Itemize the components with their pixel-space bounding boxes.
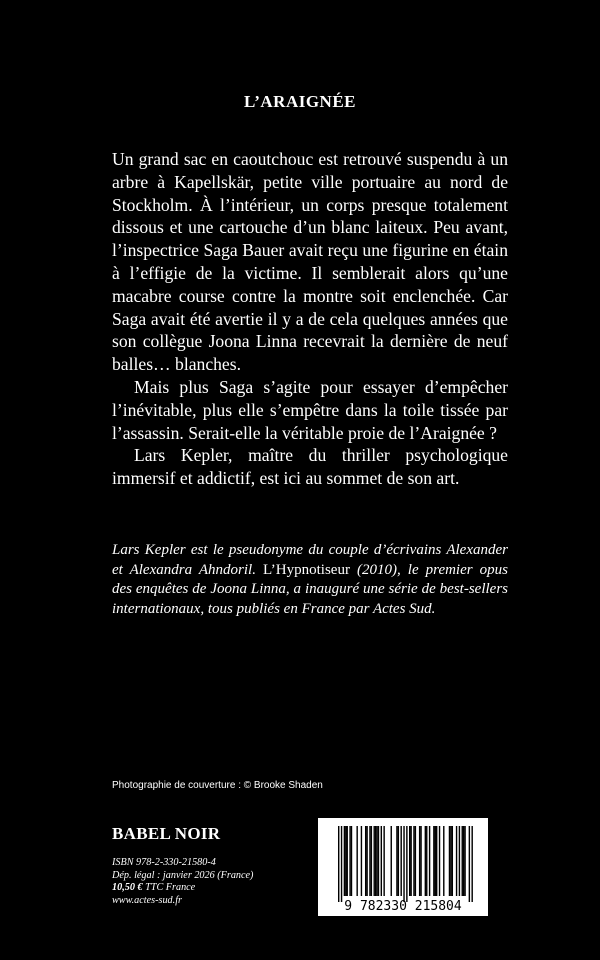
barcode-bar [366,826,367,896]
isbn-barcode [318,818,488,916]
barcode-bar [374,826,375,896]
barcode-bar [420,826,421,896]
back-cover-summary [112,148,508,490]
barcode-bar [349,826,350,896]
barcode-bar [347,826,348,896]
barcode-bar [450,826,451,896]
legal-deposit-line: Dép. légal : janvier 2026 (France) [112,869,254,881]
barcode-bar [462,826,463,896]
barcode-bar [406,826,407,902]
barcode-bar [443,826,444,896]
barcode-bar [452,826,453,896]
author-note [112,541,508,619]
price-line [112,882,253,895]
barcode-bar [338,826,339,902]
barcode-bar [439,826,440,896]
barcode-bar [463,826,464,896]
barcode-bar [425,826,426,896]
photo-credit: Photographie de couverture : © Brooke Shaden [112,780,323,791]
barcode-bar [381,826,382,896]
price-value: 10,50 € [112,882,143,894]
barcode-bar [365,826,366,896]
barcode-bar [409,826,410,896]
barcode-bar [429,826,430,896]
barcode-bar [369,826,370,896]
barcode-bar [391,826,392,896]
book-title: L’ARAIGNÉE [243,92,357,111]
legal-info [112,857,253,907]
barcode-bar [413,826,414,896]
barcode-bar [383,826,384,896]
barcode-bar [464,826,465,896]
barcode-bar [376,826,377,896]
barcode-bar [371,826,372,896]
barcode-bar [351,826,352,896]
barcode-bar [415,826,416,896]
barcode-bar [403,826,404,902]
author-note-book-title: L’Hypnotiseur [255,561,357,578]
barcode-bar [433,826,434,896]
barcode-graphic [318,818,488,916]
barcode-bar [361,826,362,896]
author-note-part3: (2010), le premier opus des enquêtes de Joona Linna, a inauguré une série de best-sellers internationaux, tous publiés en France par Actes Sud. [112,561,508,617]
barcode-bar [435,826,436,896]
barcode-bar [344,826,345,896]
barcode-bar [400,826,401,896]
barcode-bar [375,826,376,896]
publisher-website: www.actes-sud.fr [112,894,182,906]
barcode-bar [345,826,346,896]
barcode-bar [456,826,457,896]
barcode-bar [449,826,450,896]
summary-paragraph-1: Un grand sac en caoutchouc est retrouvé suspendu à un arbre à Kapellskär, petite ville portuaire au nord de Stockholm. À l’intérieur, un corps presque totalement dissous et une cartouche d’un blanc laiteux. Peu avant, l’inspectrice Saga Bauer avait reçu une figurine en étain à l’effigie de la victime. Il semblerait alors qu’une macabre course contre la montre soit enclenchée. Car Saga avait été avertie il y a de cela quelques années que son collègue Joona Linna recevrait la dernière de neuf balles… blanches. [112,149,508,375]
barcode-bar [378,826,379,896]
barcode-bar [459,826,460,896]
summary-paragraph-3: Lars Kepler, maître du thriller psychologique immersif et addictif, est ici au sommet de son art. [112,445,508,489]
price-suffix: TTC France [142,882,196,894]
barcode-bar [426,826,427,896]
barcode-bar [341,826,342,902]
barcode-bar [398,826,399,896]
barcode-digits: 9 782330 215804 [344,899,462,914]
summary-paragraph-2: Mais plus Saga s’agite pour essayer d’empêcher l’inévitable, plus elle s’empêtre dans la toile tissée par l’assassin. Serait-elle la véritable proie de l’Araignée ? [112,376,508,443]
barcode-bar [356,826,357,896]
isbn-line: ISBN 978-2-330-21580-4 [112,857,216,868]
author-note-part1: Lars Kepler est le pseudonyme du couple d’écrivains Alexander et Alexandra Ahndoril. [112,542,508,578]
barcode-bar [396,826,397,896]
barcode-bar [469,826,470,902]
barcode-bar [471,826,472,902]
barcode-bar [436,826,437,896]
barcode-bar [410,826,411,896]
barcode-bar [419,826,420,896]
imprint-name: BABEL NOIR [112,824,221,843]
